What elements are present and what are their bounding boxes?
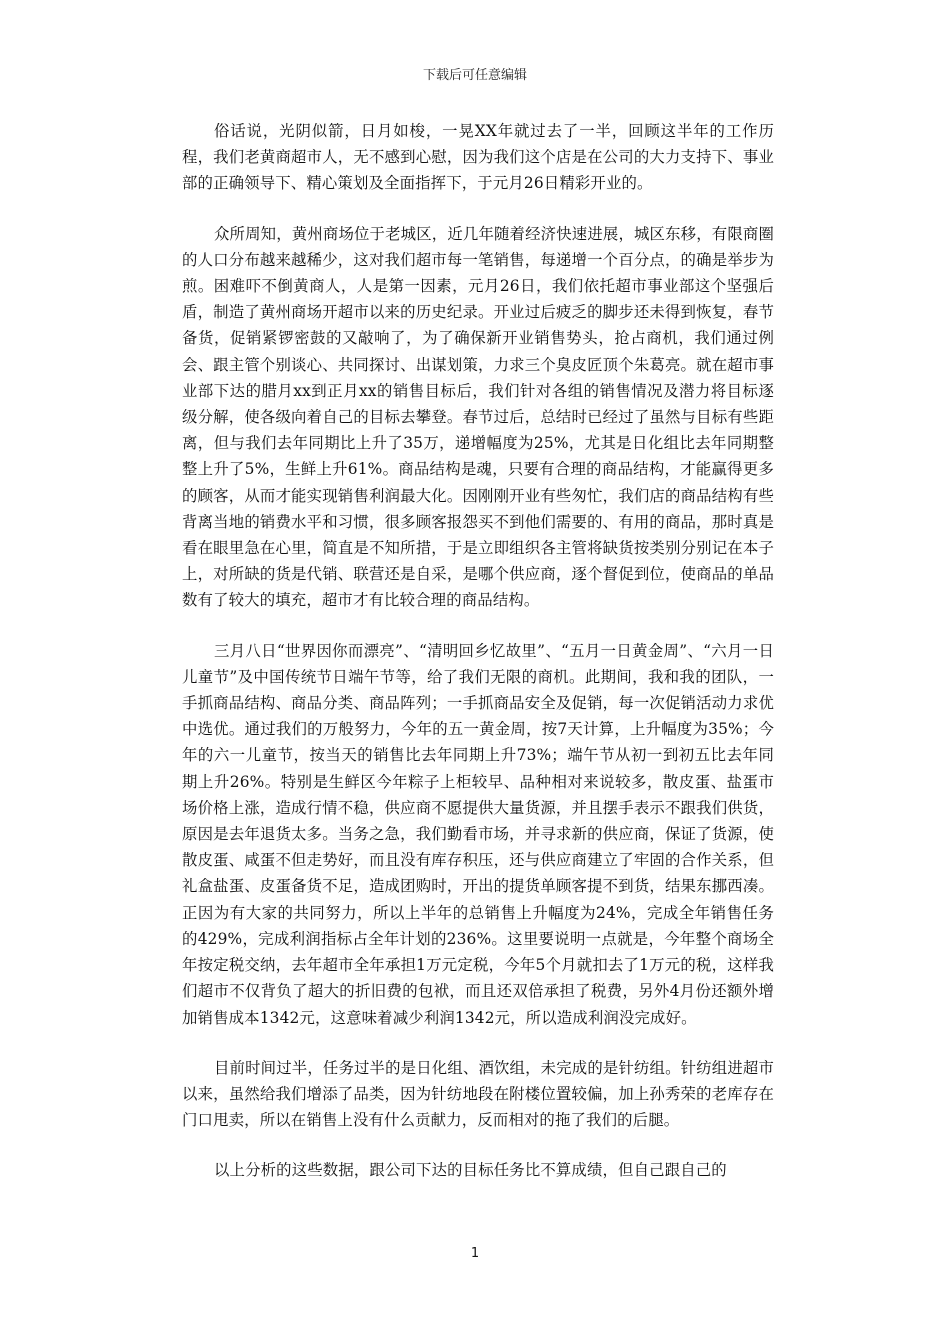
paragraph-1: 俗话说，光阴似箭，日月如梭，一晃XX年就过去了一半，回顾这半年的工作历程，我们老黄商超市人，无不感到心慰，因为我们这个店是在公司的大力支持下、事业部的正确领导下、精心策划及全面指挥下，于元月26日精彩开业的。 (182, 122, 774, 193)
paragraph-3: 三月八日“世界因你而漂亮”、“清明回乡忆故里”、“五月一日黄金周”、“六月一日儿童节”及中国传统节日端午节等，给了我们无限的商机。此期间，我和我的团队，一手抓商品结构、商品分类、商品阵列；一手抓商品安全及促销，每一次促销活动力求优中选优。通过我们的万般努力，今年的五一黄金周，按7天计算，上升幅度为35%；今年的六一儿童节，按当天的销售比去年同期上升73%；端午节从初一到初五比去年同期上升26%。特别是生鲜区今年粽子上柜较早、品种相对来说较多，散皮蛋、盐蛋市场价格上涨，造成行情不稳，供应商不愿提供大量货源，并且摆手表示不跟我们供货，原因是去年退货太多。当务之急，我们勤看市场，并寻求新的供应商，保证了货源，使散皮蛋、咸蛋不但走势好，而且没有库存积压，还与供应商建立了牢固的合作关系，但礼盒盐蛋、皮蛋备货不足，造成团购时，开出的提货单顾客提不到货，结果东挪西凑。正因为有大家的共同努力，所以上半年的总销售上升幅度为24%，完成全年销售任务的429%，完成利润指标占全年计划的236%。这里要说明一点就是，今年整个商场全年按定税交纳，去年超市全年承担1万元定税，今年5个月就扣去了1万元的税，这样我们超市不仅背负了超大的折旧费的包袱，而且还双倍承担了税费，另外4月份还额外增加销售成本1342元，这意味着减少利润1342元，所以造成利润没完成好。 (182, 641, 774, 1027)
page-header: 下载后可任意编辑 (422, 68, 527, 83)
paragraph-2: 众所周知，黄州商场位于老城区，近几年随着经济快速进展，城区东移，有限商圈的人口分布越来越稀少，这对我们超市每一笔销售，每递增一个百分点，的确是举步为煎。困难吓不倒黄商人，人是第一因素，元月26日，我们依托超市事业部这个坚强后盾，制造了黄州商场开超市以来的历史纪录。开业过后疲乏的脚步还未得到恢复，春节备货，促销紧锣密鼓的又敲响了，为了确保新开业销售势头，抢占商机，我们通过例会、跟主管个别谈心、共同探讨、出谋划策，力求三个臭皮匠顶个朱葛亮。就在超市事业部下达的腊月xx到正月xx的销售目标后，我们针对各组的销售情况及潜力将目标逐级分解，使各级向着自己的目标去攀登。春节过后，总结时已经过了虽然与目标有些距离，但与我们去年同期比上升了35万，递增幅度为25%，尤其是日化组比去年同期整整上升了5%，生鲜上升61%。商品结构是魂，只要有合理的商品结构，才能赢得更多的顾客，从而才能实现销售利润最大化。因刚刚开业有些匆忙，我们店的商品结构有些背离当地的销费水平和习惯，很多顾客报怨买不到他们需要的、有用的商品，那时真是看在眼里急在心里，简直是不知所措，于是立即组织各主管将缺货按类别分别记在本子上，对所缺的货是代销、联营还是自采，是哪个供应商，逐个督促到位，使商品的单品数有了较大的填充，超市才有比较合理的商品结构。 (182, 224, 774, 610)
paragraph-4: 目前时间过半，任务过半的是日化组、酒饮组，未完成的是针纺组。针纺组进超市以来，虽然给我们增添了品类，因为针纺地段在附楼位置较偏，加上孙秀荣的老库存在门口甩卖，所以在销售上没有什么贡献力，反而相对的拖了我们的后腿。 (182, 1058, 774, 1130)
paragraph-5: 以上分析的这些数据，跟公司下达的目标任务比不算成绩，但自己跟自己的 (214, 1161, 727, 1180)
page-number: 1 (470, 1246, 480, 1261)
document-body (182, 118, 774, 1208)
